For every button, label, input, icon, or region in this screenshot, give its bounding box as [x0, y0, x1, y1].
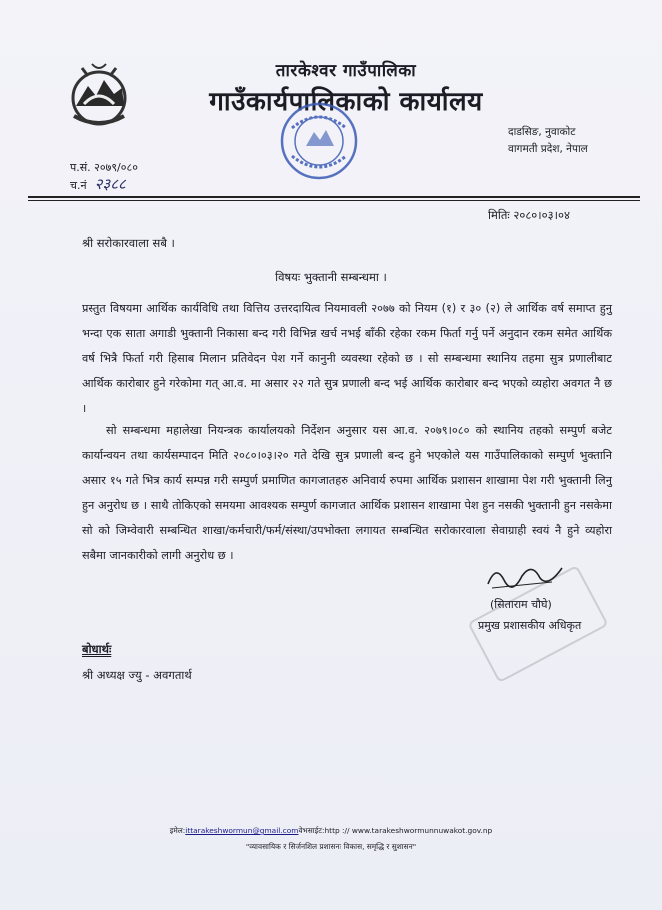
- chalani-label: च.नं: [70, 179, 87, 192]
- patra-sankhya: प.सं. २०७९/०८०: [70, 161, 138, 174]
- website-link[interactable]: www.tarakeshwormunnuwakot.gov.np: [349, 826, 493, 835]
- email-label: इमेल:: [169, 826, 186, 835]
- signatory-name: (सिताराम चौघे): [490, 598, 552, 611]
- recipient: श्री सरोकारवाला सबै ।: [82, 236, 175, 250]
- address-line-1: दाडसिङ, नुवाकोट: [508, 126, 576, 138]
- letter-date: मितिः २०८०।०३।०४: [488, 208, 570, 222]
- cc-heading: बोधार्थः: [82, 642, 112, 656]
- chalani-value: २३८८: [94, 175, 126, 193]
- header-divider: [28, 196, 640, 201]
- subject-line: विषयः भुक्तानी सम्बन्धमा ।: [275, 270, 387, 284]
- body-paragraph-2: सो सम्बन्धमा महालेखा नियन्त्रक कार्यालयको निर्देशन अनुसार यस आ.व. २०७९।०८० को स्थानिय तहको सम्पुर्ण बजेट कार्यान्वयन तथा कार्यसम्पादन मिति २०८०।०३।२० गते देखि सुत्र प्रणाली बन्द हुने भएकोले यस गाउँपालिकाको सम्पुर्ण भुक्तानि असार १५ गते भित्र कार्य सम्पन्न गरी सम्पुर्ण प्रमाणित कागजातहरु अनिवार्य रुपमा आर्थिक प्रशासन शाखामा पेश गरी भुक्तानी लिनु हुन अनुरोध छ । साथै तोकिएको समयमा आवश्यक सम्पुर्ण कागजात आर्थिक प्रशासन शाखामा पेश हुन नसकी भुक्तानी हुन नसकेमा सो को जिम्वेवारी सम्बन्धित शाखा/कर्मचारी/फर्म/संस्था/उपभोक्ता लगायत सम्बन्धित सरोकारवाला सेवाग्राही स्वयं नै हुने व्यहोरा सबैमा जानकारीको लागी अनुरोध छ ।: [82, 424, 612, 562]
- footer-slogan: "व्यावसायिक र सिर्जनशिल प्रशासनः विकास, समृद्धि र सुशासन": [245, 842, 417, 851]
- org-name: तारकेश्वर गाउँपालिका: [275, 61, 417, 81]
- office-name: गाउँकार्यपालिकाको कार्यालय: [209, 87, 483, 117]
- chalani-number: [70, 176, 138, 194]
- website-label: वेभसाईट:http ://: [298, 826, 350, 835]
- address-line-2: वागमती प्रदेश, नेपाल: [508, 143, 588, 155]
- email-link[interactable]: ittarakeshwormun@gmail.com: [185, 826, 299, 835]
- reference-block: [70, 160, 138, 194]
- office-address: [508, 124, 588, 158]
- body-paragraph-1: प्रस्तुत विषयमा आर्थिक कार्यविधि तथा वित्तिय उत्तरदायित्व नियमावली २०७७ को नियम (१) र ३० (२) ले आर्थिक वर्ष समाप्त हुनु भन्दा एक साता अगाडी भुक्तानी निकासा बन्द गरी विभिन्न खर्च नभई बाँकी रहेका रकम फिर्ता गर्नु पर्ने अनुदान रकम समेत आर्थिक वर्ष भित्रै फिर्ता गरी हिसाब मिलान प्रतिवेदन पेश गर्ने कानुनी व्यवस्था रहेको छ । सो सम्बन्धमा स्थानिय तहमा सुत्र प्रणालीबाट आर्थिक कारोबार हुने गरेकोमा गत् आ.व. मा असार २२ गते सुत्र प्रणाली बन्द भई आर्थिक कारोबार बन्द भएको व्यहोरा अवगत नै छ ।: [82, 302, 613, 415]
- signatory-title: प्रमुख प्रशासकीय अधिकृत: [478, 619, 582, 632]
- cc-recipient: श्री अध्यक्ष ज्यु - अवगतार्थ: [82, 668, 192, 682]
- office-seal-stamp-icon: [278, 100, 360, 182]
- footer-contact: [0, 826, 662, 836]
